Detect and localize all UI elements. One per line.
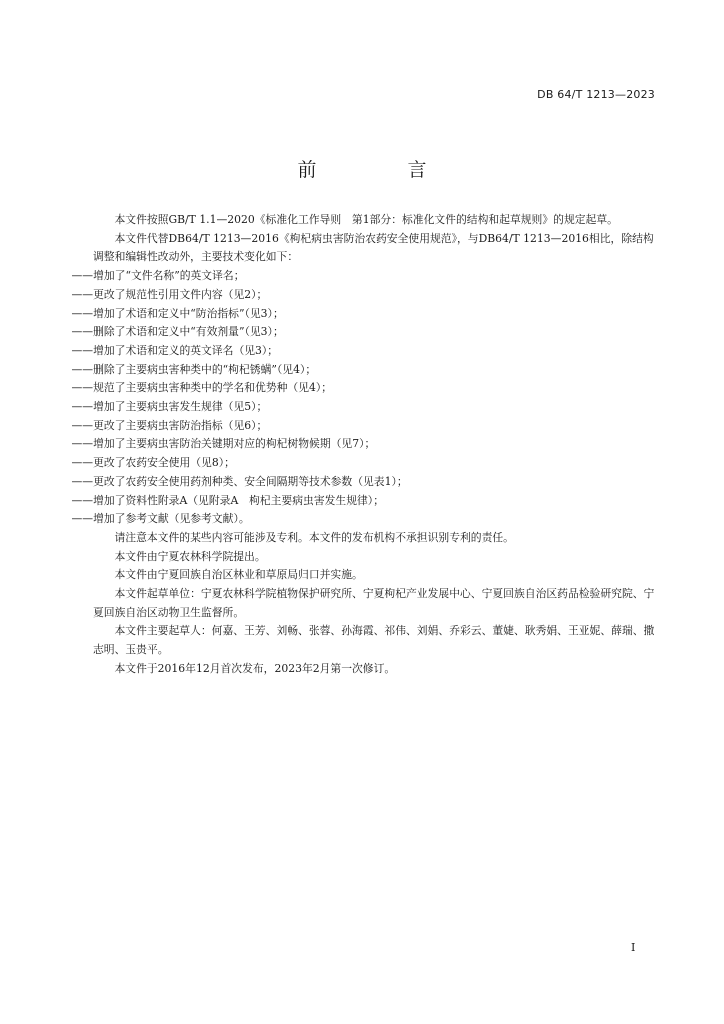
- change-item: ——删除了术语和定义中“有效剂量”（见3）；: [71, 325, 284, 339]
- change-item: ——更改了规范性引用文件内容（见2）；: [71, 287, 268, 301]
- page-title: 前 言: [297, 159, 463, 181]
- change-item: ——增加了资料性附录A（见附录A 枸杞主要病虫害发生规律）；: [71, 493, 385, 507]
- change-item: ——增加了参考文献（见参考文献）。: [71, 512, 250, 526]
- change-item: ——增加了主要病虫害发生规律（见5）；: [71, 400, 268, 414]
- publication-history: 本文件于2016年12月首次发布，2023年2月第一次修订。: [114, 661, 396, 675]
- change-item: ——增加了术语和定义中“防治指标”（见3）；: [71, 306, 284, 320]
- paragraph: 本文件按照GB/T 1.1—2020《标准化工作导则 第1部分：标准化文件的结构和起草规则》的规定起草。: [114, 213, 618, 226]
- paragraph: 本文件代替DB64/T 1213—2016《枸杞病虫害防治农药安全使用规范》，与DB64/T 1213—2016相比，除结构调整和编辑性改动外，主要技术变化如下：: [93, 231, 654, 264]
- change-item: ——删除了主要病虫害种类中的“枸杞锈螨”（见4）；: [71, 362, 317, 376]
- proposer-statement: 本文件由宁夏农林科学院提出。: [114, 549, 266, 563]
- change-item: ——更改了主要病虫害防治指标（见6）；: [71, 418, 268, 432]
- change-item: ——增加了“文件名称”的英文译名；: [71, 269, 245, 283]
- change-item: ——更改了农药安全使用（见8）；: [71, 456, 235, 470]
- patent-notice: 请注意本文件的某些内容可能涉及专利。本文件的发布机构不承担识别专利的责任。: [114, 530, 514, 544]
- drafters: 本文件主要起草人：何嘉、王芳、刘畅、张蓉、孙海霞、祁伟、刘娟、乔彩云、董婕、耿秀娟、王亚妮、薛瑞、撒志明、玉贵平。: [93, 624, 655, 657]
- administration-statement: 本文件由宁夏回族自治区林业和草原局归口并实施。: [114, 568, 363, 582]
- document-code: DB 64/T 1213—2023: [537, 88, 655, 101]
- page-number: I: [631, 941, 636, 954]
- change-item: ——规范了主要病虫害种类中的学名和优势种（见4）；: [71, 381, 333, 395]
- drafting-organizations: 本文件起草单位：宁夏农林科学院植物保护研究所、宁夏枸杞产业发展中心、宁夏回族自治区药品检验研究院、宁夏回族自治区动物卫生监督所。: [93, 587, 655, 619]
- foreword-body: [71, 211, 661, 679]
- change-item: ——更改了农药安全使用药剂种类、安全间隔期等技术参数（见表1）；: [71, 474, 408, 488]
- change-item: ——增加了术语和定义的英文译名（见3）；: [71, 343, 279, 357]
- change-item: ——增加了主要病虫害防治关键期对应的枸杞树物候期（见7）；: [71, 437, 376, 451]
